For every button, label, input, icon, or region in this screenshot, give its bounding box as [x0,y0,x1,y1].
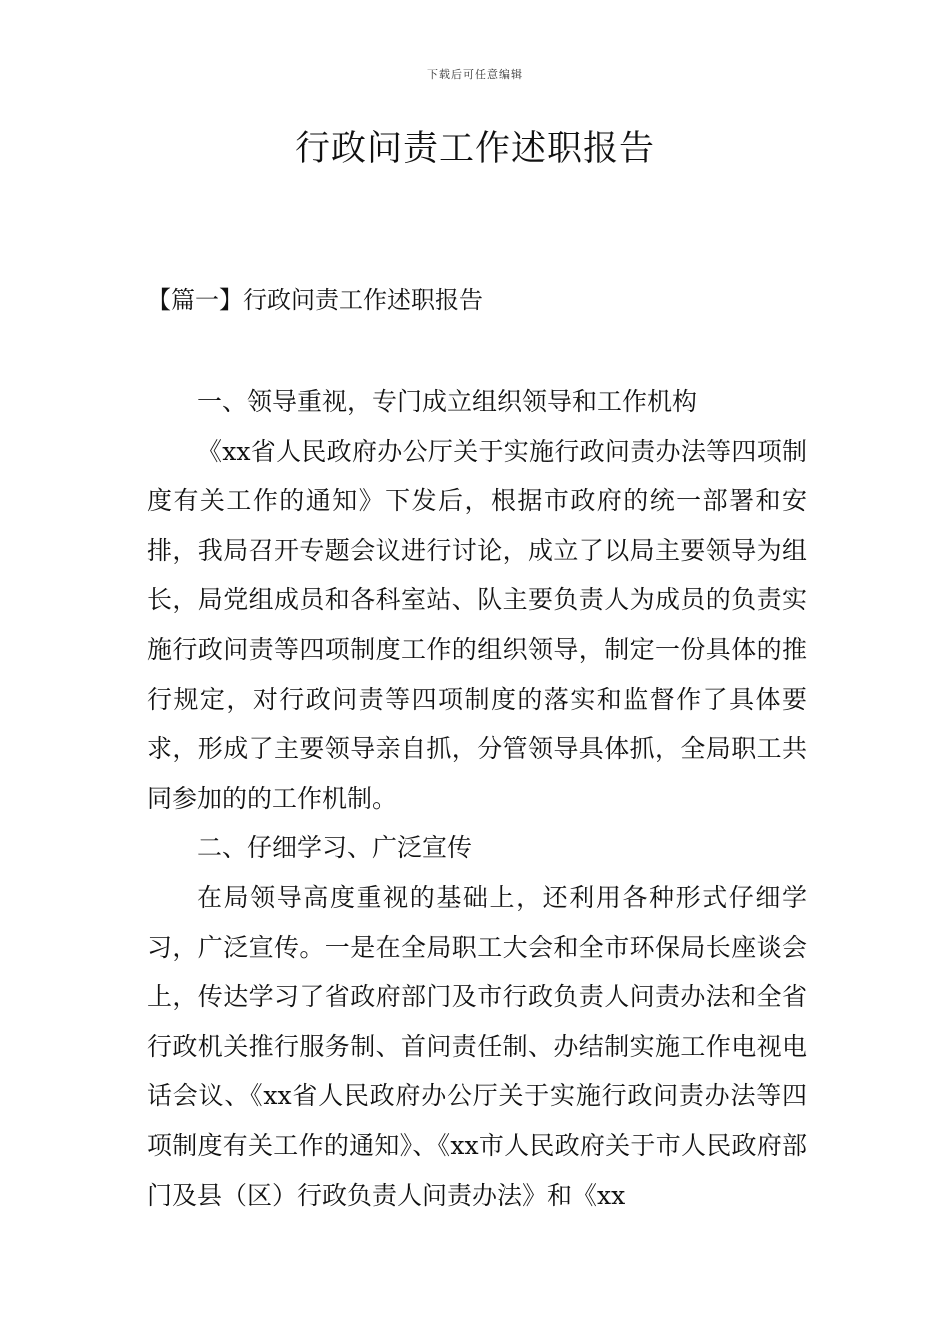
section-title: 【篇一】行政问责工作述职报告 [147,286,483,314]
header-note: 下载后可任意编辑 [427,68,523,81]
document-title: 行政问责工作述职报告 [294,129,655,169]
body-paragraph-1: 《xx省人民政府办公厅关于实施行政问责办法等四项制度有关工作的通知》下发后，根据市政府的统一部署和安排，我局召开专题会议进行讨论，成立了以局主要领导为组长，局党组成员和各科室站、队主要负责人为成员的负责实施行政问责等四项制度工作的组织领导，制定一份具体的推行规定，对行政问责等四项制度的落实和监督作了具体要求，形成了主要领导亲自抓，分管领导具体抓，全局职工共同参加的的工作机制。 [147,436,807,813]
heading-paragraph-2: 二、仔细学习、广泛宣传 [197,833,473,863]
heading-paragraph-1: 一、领导重视，专门成立组织领导和工作机构 [197,387,698,416]
document-body [147,377,807,1220]
body-paragraph-2: 在局领导高度重视的基础上，还利用各种形式仔细学习，广泛宣传。一是在全局职工大会和全市环保局长座谈会上，传达学习了省政府部门及市行政负责人问责办法和全省行政机关推行服务制、首问责任制、办结制实施工作电视电话会议、《xx省人民政府办公厅关于实施行政问责办法等四项制度有关工作的通知》、《xx市人民政府关于市人民政府部门及县（区）行政负责人问责办法》和《xx [147,882,807,1210]
